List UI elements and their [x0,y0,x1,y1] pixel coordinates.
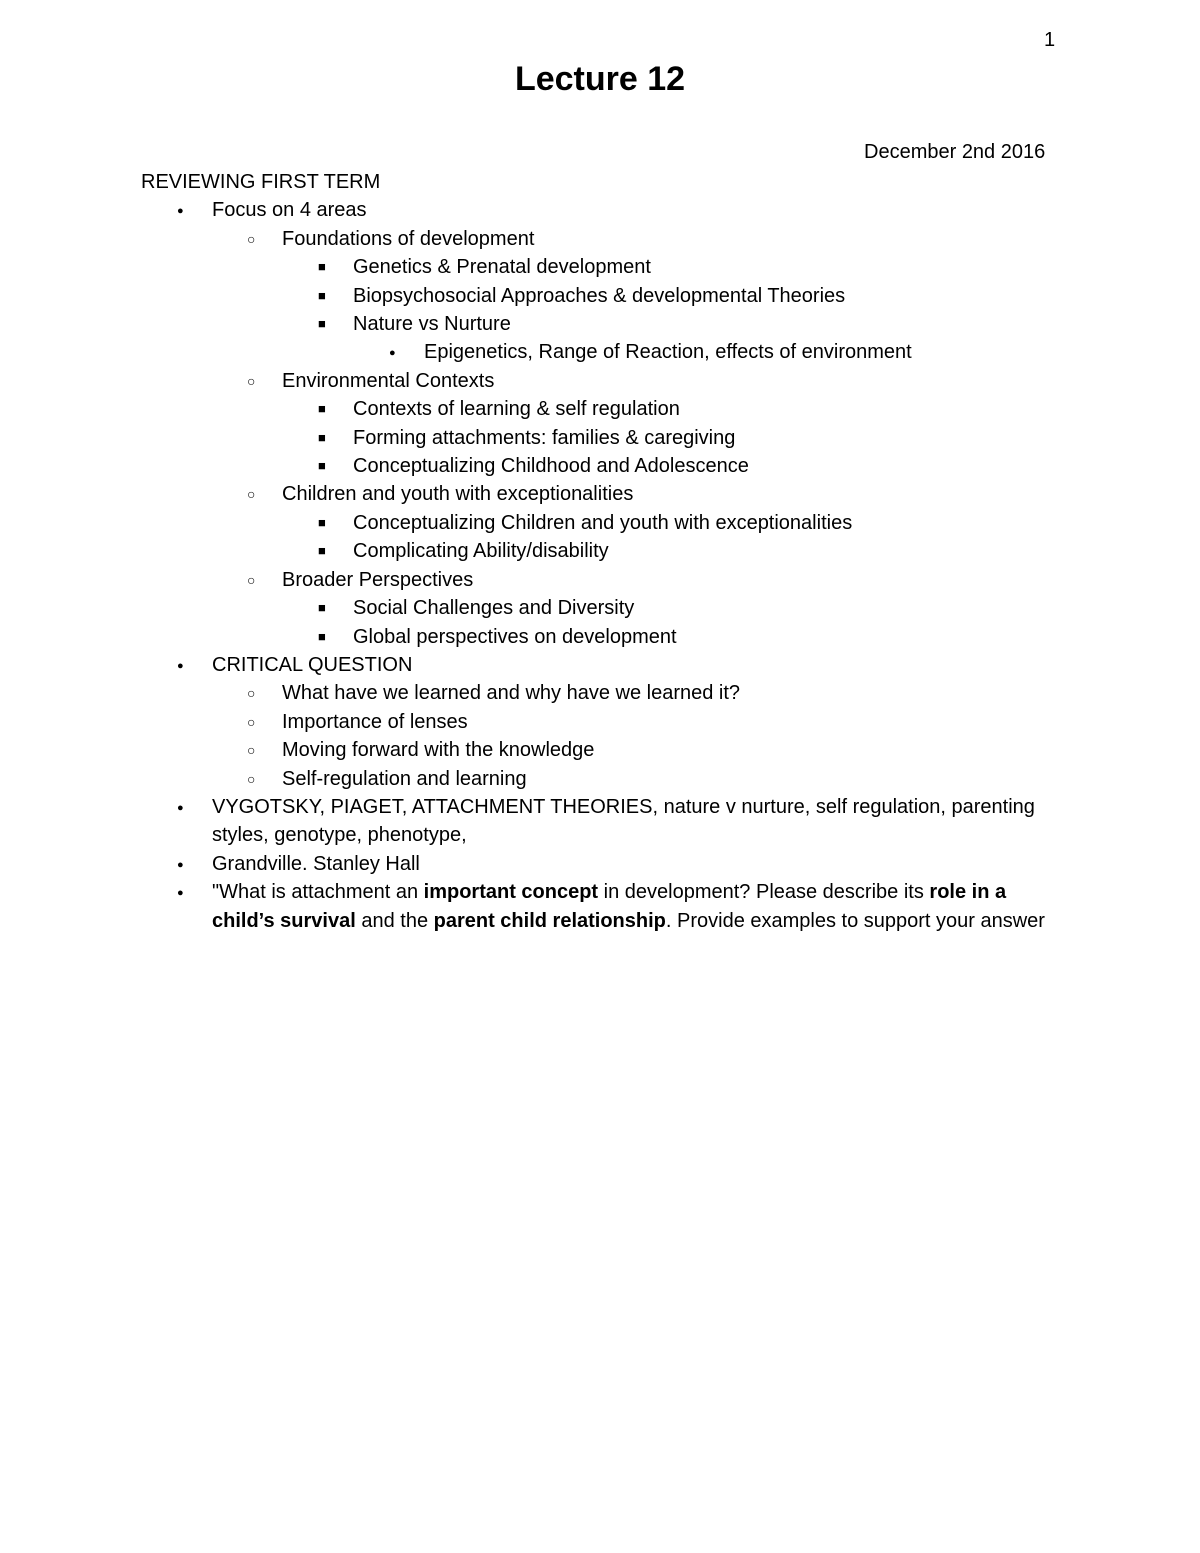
disc-bullet-icon [177,850,184,879]
essay-bold-phrase: important concept [423,881,599,904]
areas-list [141,225,1071,651]
list-item-label: Importance of lenses [282,710,468,733]
square-bullet-icon [318,509,326,537]
list-item [141,253,1071,281]
list-item [141,282,1071,310]
list-item-label: Biopsychosocial Approaches & developmental Theories [353,284,846,307]
essay-bold-phrase: role in a child’s survival [212,881,1007,932]
critical-question-list [141,679,1071,793]
outline-list [141,196,1071,935]
sub-list [141,395,1071,480]
sub-list [141,253,1071,367]
list-item-label: Conceptualizing Children and youth with exceptionalities [353,511,853,534]
list-item-label: Genetics & Prenatal development [353,256,651,279]
list-item-label: Foundations of development [282,227,535,250]
list-item-label: Forming attachments: families & caregiving [353,426,736,449]
circle-bullet-icon [247,736,255,765]
list-item [141,452,1071,480]
disc-bullet-icon [177,196,184,225]
list-item-label: Conceptualizing Childhood and Adolescence [353,455,749,478]
circle-bullet-icon [247,566,255,595]
essay-question-text [212,881,1045,931]
list-item-label: Children and youth with exceptionalities [282,483,634,506]
list-item [141,594,1071,622]
square-bullet-icon [318,594,326,622]
list-item-label: Global perspectives on development [353,625,677,648]
list-item-label: Social Challenges and Diversity [353,597,635,620]
essay-text-part: . Provide examples to support your answer [665,909,1045,932]
list-item-label: Epigenetics, Range of Reaction, effects of environment [424,341,912,364]
disc-bullet-icon [177,793,184,822]
essay-bold-phrase: parent child relationship [433,909,666,932]
list-item [141,651,1071,793]
list-item [141,679,1071,707]
list-item [141,566,1071,651]
essay-text-part: "What is attachment an [212,881,424,904]
list-item [141,310,1071,367]
document-body [141,168,1071,935]
list-item [141,537,1071,565]
list-item [141,850,1071,878]
list-item-label: What have we learned and why have we learned it? [282,682,741,705]
list-item [141,736,1071,764]
list-item [141,708,1071,736]
list-item-label: Nature vs Nurture [353,313,511,336]
list-item-label: VYGOTSKY, PIAGET, ATTACHMENT THEORIES, nature v nurture, self regulation, parenting styles, genotype, phenotype, [212,795,1035,847]
list-item-label: CRITICAL QUESTION [212,653,413,676]
page-title: Lecture 12 [514,60,686,98]
list-item [141,623,1071,651]
list-item [141,225,1071,367]
square-bullet-icon [318,253,326,281]
list-item [141,765,1071,793]
list-item [141,338,1071,366]
circle-bullet-icon [247,765,255,794]
list-item [141,367,1071,481]
list-item [141,793,1071,850]
list-item-label: Focus on 4 areas [212,199,367,222]
sub-sub-list [141,338,1071,366]
square-bullet-icon [318,623,326,651]
list-item-label: Environmental Contexts [282,369,495,392]
list-item-label: Complicating Ability/disability [353,540,609,563]
square-bullet-icon [318,310,326,338]
list-item [141,509,1071,537]
disc-bullet-icon [177,878,184,907]
circle-bullet-icon [247,679,255,708]
list-item-label: Self-regulation and learning [282,767,527,790]
list-item-label: Moving forward with the knowledge [282,739,595,762]
list-item [141,196,1071,651]
disc-bullet-icon [177,651,184,680]
square-bullet-icon [318,537,326,565]
circle-bullet-icon [247,367,255,396]
list-item-label: Grandville. Stanley Hall [212,852,420,875]
square-bullet-icon [318,452,326,480]
page-number: 1 [1044,29,1056,51]
circle-bullet-icon [247,708,255,737]
section-heading: REVIEWING FIRST TERM [141,171,381,193]
essay-question-item [141,878,1071,935]
square-bullet-icon [318,282,326,310]
list-item [141,480,1071,565]
list-item [141,395,1071,423]
essay-text-part: and the [355,909,434,932]
square-bullet-icon [318,395,326,423]
list-item [141,424,1071,452]
list-item-label: Contexts of learning & self regulation [353,398,680,421]
circle-bullet-icon [247,480,255,509]
essay-text-part: in development? Please describe its [598,881,930,904]
list-item-label: Broader Perspectives [282,568,474,591]
sub-list [141,509,1071,566]
lecture-date: December 2nd 2016 [864,141,1046,163]
circle-bullet-icon [247,225,255,254]
square-bullet-icon [318,424,326,452]
sub-list [141,594,1071,651]
disc-bullet-icon [389,338,396,367]
